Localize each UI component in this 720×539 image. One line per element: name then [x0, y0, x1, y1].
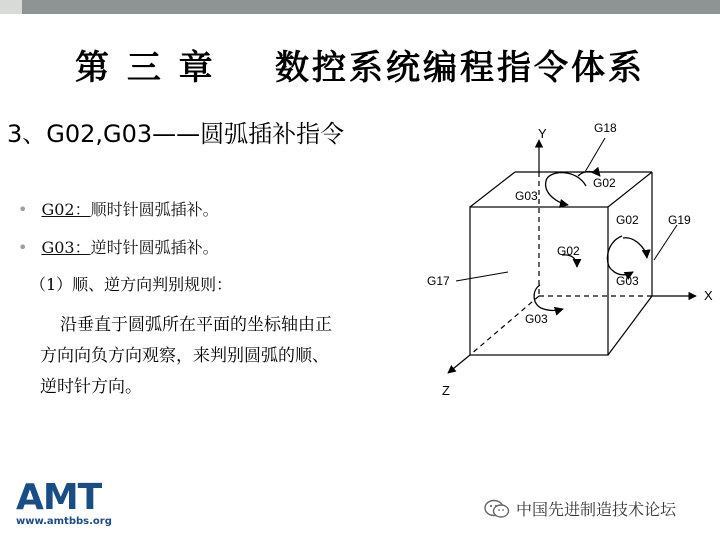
bullet-code: G02：	[41, 200, 91, 219]
g18-label: G18	[594, 121, 617, 135]
wechat-icon	[484, 499, 510, 523]
bullet-g03	[18, 235, 219, 258]
cube-edge	[470, 172, 515, 207]
bullet-g02	[18, 197, 219, 220]
bullet-text: 顺时针圆弧插补。	[90, 200, 219, 219]
top-g03-arc	[546, 173, 586, 205]
axis-y-label: Y	[538, 126, 547, 141]
leader-lines	[456, 138, 677, 281]
bullet-code: G03：	[41, 238, 91, 257]
watermark-text: 中国先进制造技术论坛	[516, 500, 677, 519]
slide-title: 第 三 章 数控系统编程指令体系	[74, 48, 646, 88]
hidden-edges	[470, 172, 652, 355]
g19-leader	[654, 225, 677, 260]
g17-leader	[456, 272, 508, 281]
right-g03-arc	[607, 236, 633, 275]
rule-title: （1）顺、逆方向判别规则：	[30, 275, 233, 294]
axis-z-label: Z	[442, 383, 450, 398]
logo-name: AMT	[16, 477, 102, 518]
section-heading: 3、G02,G03——圆弧插补指令	[7, 120, 345, 148]
bullet-dot-icon: •	[18, 200, 28, 219]
top-bar-stripe	[22, 0, 720, 14]
rule-paragraph: 沿垂直于圆弧所在平面的坐标轴由正方向向负方向观察，来判别圆弧的顺、逆时针方向。	[40, 315, 332, 397]
front-g02-label: G02	[557, 244, 580, 258]
bullet-text: 逆时针圆弧插补。	[90, 238, 219, 257]
top-g03-label: G03	[515, 189, 538, 203]
cube	[470, 172, 652, 355]
z-axis-arrow	[448, 355, 470, 373]
g18-leader	[585, 138, 605, 172]
wechat-watermark	[484, 497, 676, 523]
g19-label: G19	[668, 213, 691, 227]
top-bar	[0, 0, 720, 16]
top-g02-label: G02	[593, 176, 616, 190]
right-g03-label: G03	[616, 274, 639, 288]
axis-x-label: X	[704, 288, 713, 303]
logo-url: www.amtbbs.org	[16, 516, 112, 527]
bullet-dot-icon: •	[18, 238, 28, 257]
arc-arrows	[534, 172, 647, 311]
g17-label: G17	[427, 274, 450, 288]
top-bar-accent	[0, 0, 22, 14]
front-g03-label: G03	[525, 312, 548, 326]
right-g02-arc	[623, 238, 647, 258]
arc-direction-diagram	[420, 115, 720, 405]
right-g02-label: G02	[616, 213, 639, 227]
front-g03-arc	[534, 285, 563, 310]
amt-logo	[16, 477, 112, 527]
cube-edge	[608, 296, 652, 355]
